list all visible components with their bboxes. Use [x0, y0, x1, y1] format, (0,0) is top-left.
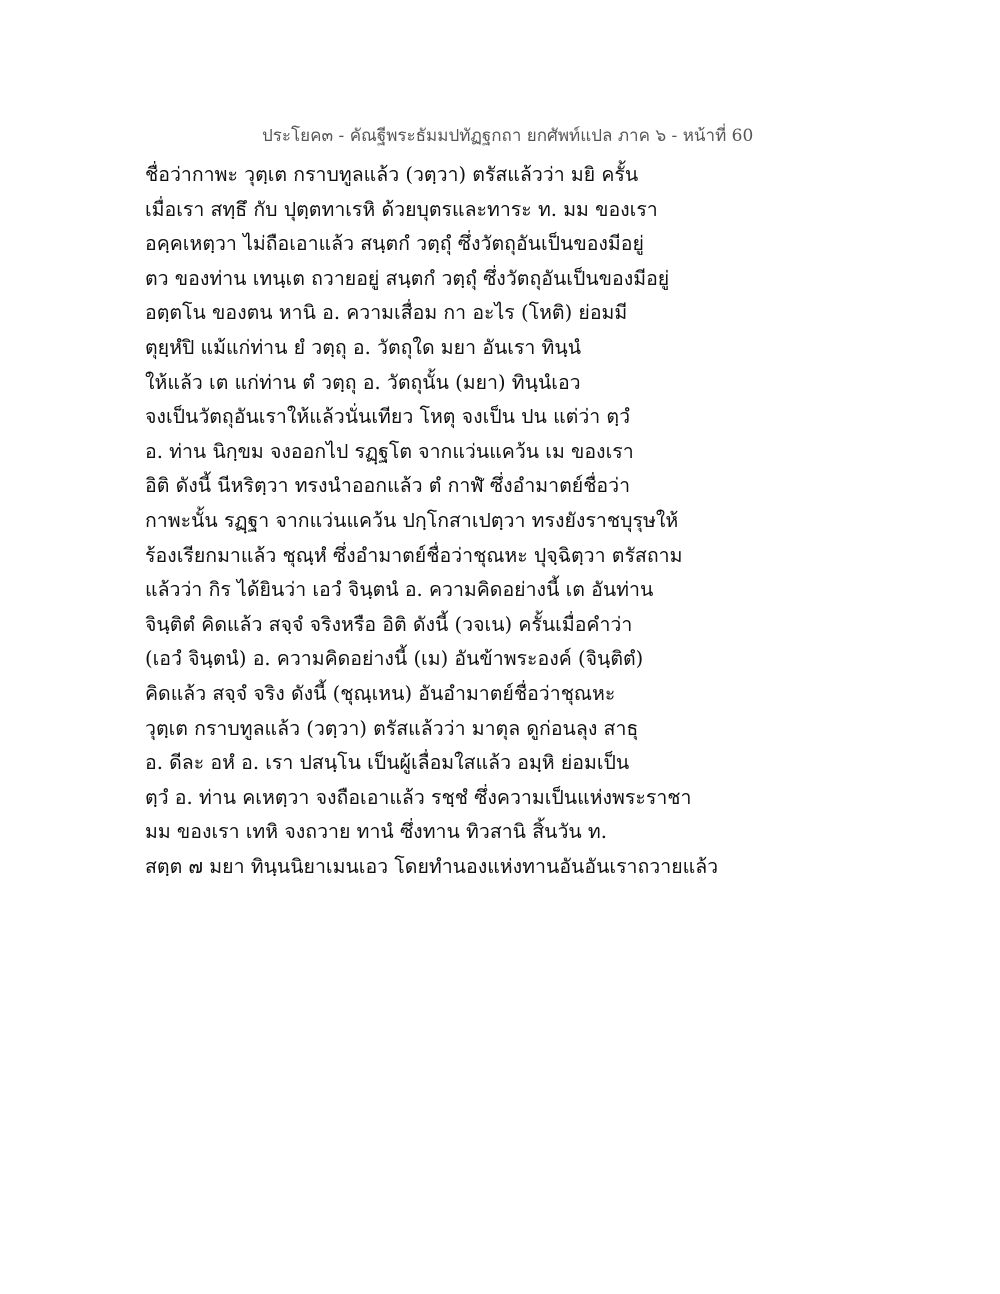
text-line: ชื่อว่ากาพะ วุตฺเต กราบทูลแล้ว (วตฺวา) ตรัสแล้วว่า มยิ ครั้น — [145, 163, 639, 186]
running-header: ประโยค๓ - คัณฐีพระธัมมปทัฏฐกถา ยกศัพท์แปล ภาค ๖ - หน้าที่ 60 — [262, 126, 754, 146]
text-line: วุตฺเต กราบทูลแล้ว (วตฺวา) ตรัสแล้วว่า มาตุล ดูก่อนลุง สาธุ — [145, 716, 639, 740]
text-line: จินฺติตํ คิดแล้ว สจฺจํ จริงหรือ อิติ ดังนี้ (วจเน) ครั้นเมื่อคำว่า — [145, 612, 633, 636]
text-line: อตฺตโน ของตน หานิ อ. ความเสื่อม กา อะไร (โหติ) ย่อมมี — [145, 301, 628, 325]
text-line: อคฺคเหตฺวา ไม่ถือเอาแล้ว สนฺตกํ วตฺถุํ ซึ่งวัตถุอันเป็นของมีอยู่ — [145, 232, 644, 256]
text-line: สตฺต ๗ มยา ทินฺนนิยาเมนเอว โดยทำนองแห่งทานอันอันเราถวายแล้ว — [145, 854, 719, 878]
text-line: กาพะนั้น รฏฺฐา จากแว่นแคว้น ปกฺโกสาเปตฺวา ทรงยังราชบุรุษให้ — [145, 508, 679, 532]
text-line: ตว ของท่าน เทนฺเต ถวายอยู่ สนฺตกํ วตฺถุํ ซึ่งวัตถุอันเป็นของมีอยู่ — [145, 266, 670, 290]
text-line: จงเป็นวัตถุอันเราให้แล้วนั่นเทียว โหตุ จงเป็น ปน แต่ว่า ตฺวํ — [145, 405, 631, 429]
text-line: ตุยฺหํปิ แม้แก่ท่าน ยํ วตฺถุ อ. วัตถุใด มยา อันเรา ทินฺนํ — [145, 335, 582, 359]
text-line: ให้แล้ว เต แก่ท่าน ตํ วตฺถุ อ. วัตถุนั้น (มยา) ทินฺนํเอว — [145, 370, 581, 394]
text-line: อ. ดีละ อหํ อ. เรา ปสนฺโน เป็นผู้เลื่อมใสแล้ว อมฺหิ ย่อมเป็น — [145, 751, 630, 775]
text-line: มม ของเรา เทหิ จงถวาย ทานํ ซึ่งทาน ทิวสานิ สิ้นวัน ท. — [145, 820, 607, 844]
text-line: ตฺวํ อ. ท่าน คเหตฺวา จงถือเอาแล้ว รชฺชํ ซึ่งความเป็นแห่งพระราชา — [145, 785, 692, 809]
text-line: คิดแล้ว สจฺจํ จริง ดังนี้ (ชุณฺเหน) อันอำมาตย์ชื่อว่าชุณหะ — [145, 681, 616, 705]
text-line: ร้องเรียกมาแล้ว ชุณฺหํ ซึ่งอำมาตย์ชื่อว่าชุณหะ ปุจฺฉิตฺวา ตรัสถาม — [145, 543, 683, 567]
text-line: เมื่อเรา สทฺธึ กับ ปุตฺตทาเรหิ ด้วยบุตรและทาระ ท. มม ของเรา — [145, 197, 658, 221]
text-line: อิติ ดังนี้ นีหริตฺวา ทรงนำออกแล้ว ตํ กาฬํ ซึ่งอำมาตย์ชื่อว่า — [145, 474, 631, 498]
text-line: อ. ท่าน นิกฺขม จงออกไป รฏฺฐโต จากแว่นแคว้น เม ของเรา — [145, 439, 634, 463]
text-line: (เอวํ จินฺตนํ) อ. ความคิดอย่างนี้ (เม) อันข้าพระองค์ (จินฺติตํ) — [145, 647, 644, 671]
body-text — [145, 158, 745, 884]
text-line: แล้วว่า กิร ได้ยินว่า เอวํ จินฺตนํ อ. ความคิดอย่างนี้ เต อันท่าน — [145, 578, 654, 602]
